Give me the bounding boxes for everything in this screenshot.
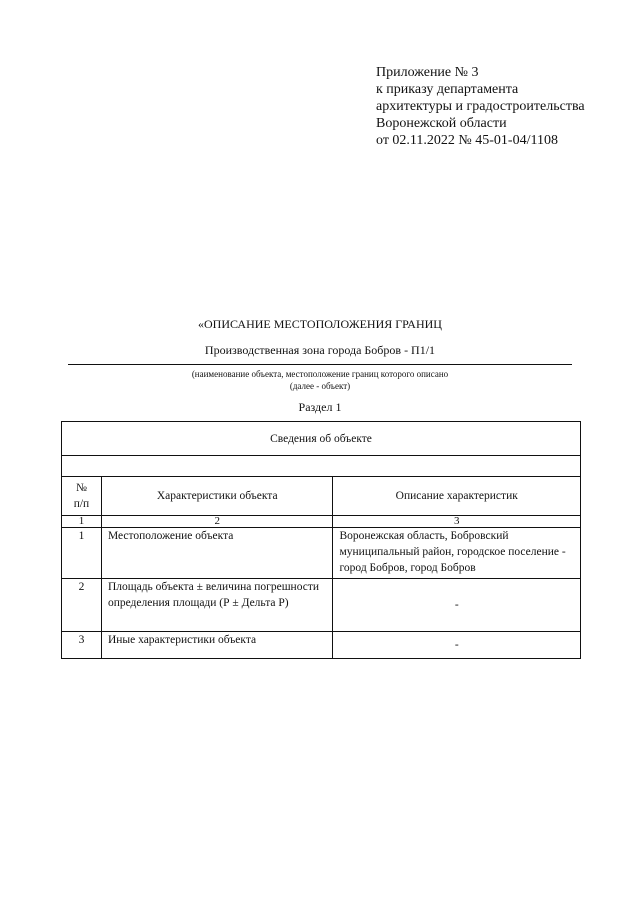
table-row: [62, 579, 581, 632]
numbering-cell: 2: [101, 516, 333, 528]
appendix-line: архитектуры и градостроительства: [376, 99, 585, 114]
table-title: Сведения об объекте: [62, 422, 581, 456]
row-characteristic: Иные характеристики объекта: [101, 632, 333, 659]
numbering-cell: 3: [333, 516, 581, 528]
document-heading: «ОПИСАНИЕ МЕСТОПОЛОЖЕНИЯ ГРАНИЦ: [198, 317, 442, 331]
row-characteristic: Местоположение объекта: [101, 528, 333, 579]
row-description: -: [333, 579, 581, 632]
table-row: [62, 528, 581, 579]
row-description: -: [333, 632, 581, 659]
row-num: 1: [62, 528, 102, 579]
underline-rule: [68, 364, 572, 365]
header-num: [62, 477, 102, 516]
appendix-line: Воронежской области: [376, 116, 507, 131]
appendix-line: от 02.11.2022 № 45-01-04/1108: [376, 133, 558, 148]
row-num: 2: [62, 579, 102, 632]
object-info-table: [61, 421, 581, 659]
caption-line: (наименование объекта, местоположение границ которого описано: [191, 369, 449, 379]
table-numbering-row: [62, 516, 581, 528]
header-num-line: №: [75, 482, 87, 494]
object-caption: [0, 368, 640, 392]
table-row: [62, 632, 581, 659]
object-name: Производственная зона города Бобров - П1/1: [204, 343, 436, 357]
table-title-row: [62, 422, 581, 456]
row-description: Воронежская область, Бобровский муниципальный район, городское поселение - город Бобров, город Бобров: [333, 528, 581, 579]
table-header-row: [62, 477, 581, 516]
empty-cell: [62, 456, 581, 477]
appendix-block: [376, 64, 585, 149]
row-characteristic: Площадь объекта ± величина погрешности определения площади (Р ± Дельта Р): [101, 579, 333, 632]
caption-line: (далее - объект): [289, 381, 351, 391]
section-title: Раздел 1: [298, 400, 342, 414]
header-num-line: п/п: [73, 498, 90, 510]
appendix-line: Приложение № 3: [376, 65, 479, 80]
header-description: Описание характеристик: [333, 477, 581, 516]
numbering-cell: 1: [62, 516, 102, 528]
header-characteristics: Характеристики объекта: [101, 477, 333, 516]
appendix-line: к приказу департамента: [376, 82, 519, 97]
row-num: 3: [62, 632, 102, 659]
table-empty-row: [62, 456, 581, 477]
